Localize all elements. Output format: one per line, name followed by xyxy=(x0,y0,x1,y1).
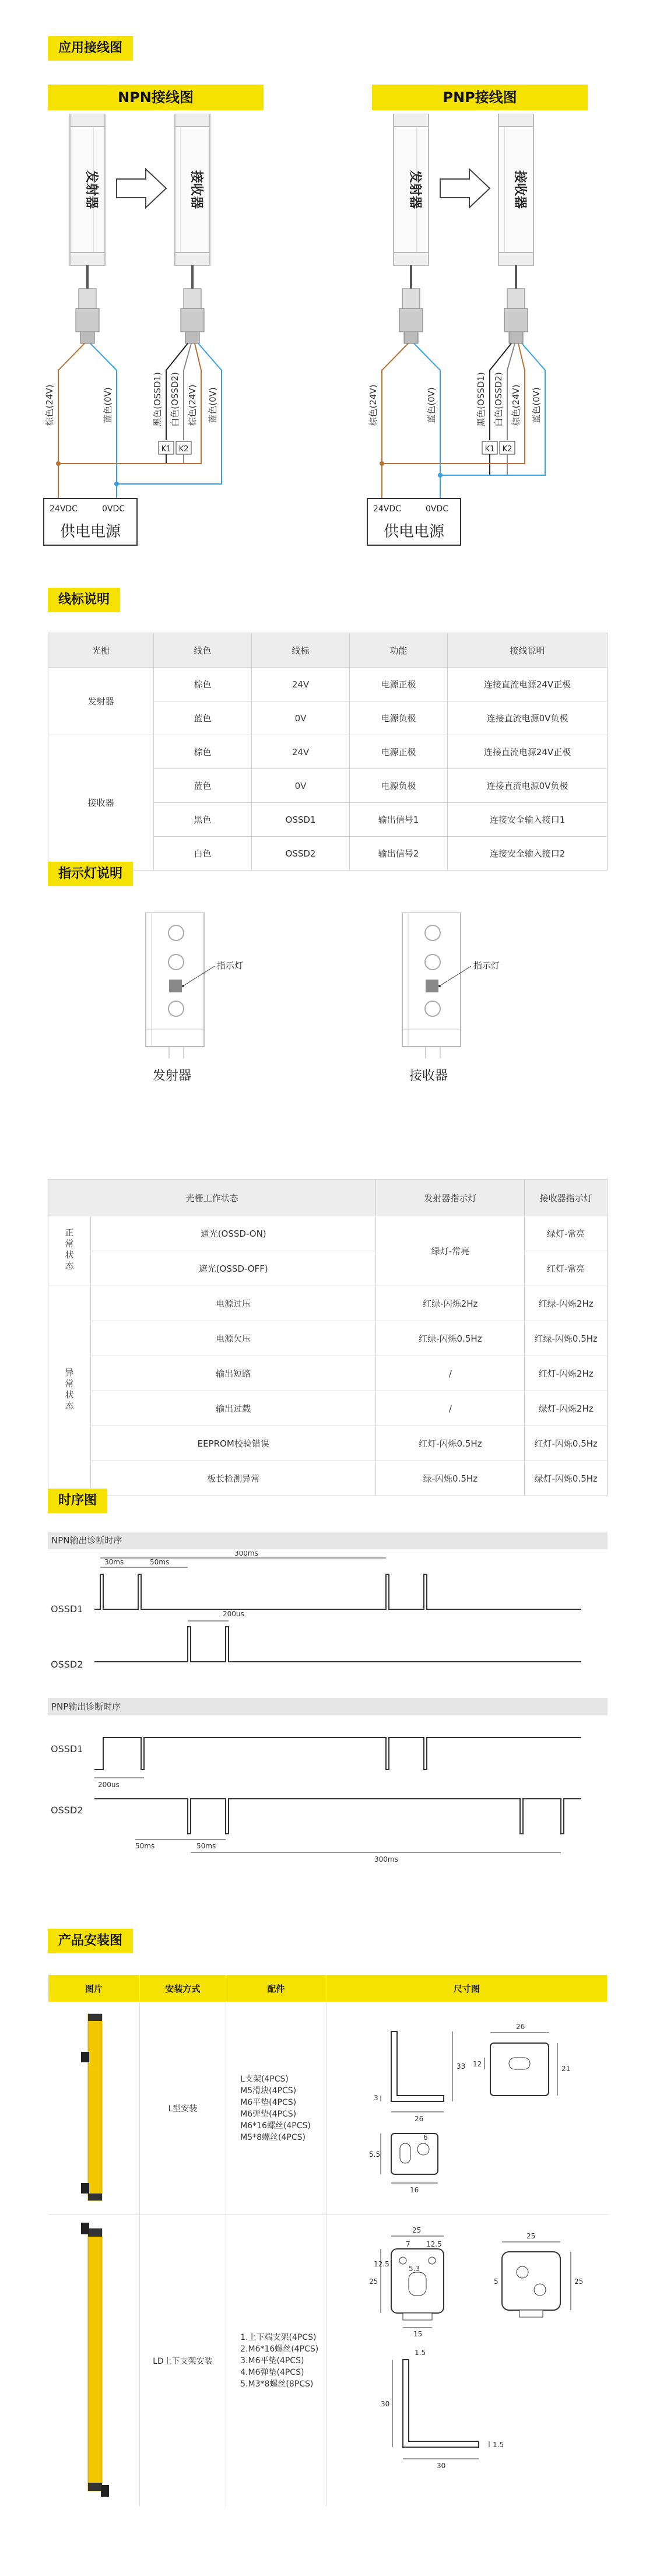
svg-text:5.3: 5.3 xyxy=(408,2264,420,2273)
table-row: 板长检测异常 绿-闪烁0.5Hz 绿灯-闪烁0.5Hz xyxy=(48,1461,608,1496)
power-label: 供电电源 xyxy=(59,523,121,541)
svg-text:30: 30 xyxy=(436,2461,445,2470)
svg-text:白色(OSSD2): 白色(OSSD2) xyxy=(170,372,180,427)
product-photo-ld xyxy=(71,2223,117,2497)
indicator-label: 指示灯 xyxy=(473,960,500,971)
table-row: 输出过载 / 绿灯-闪烁2Hz xyxy=(48,1391,608,1426)
ld-bracket-dimension-drawing xyxy=(327,2220,607,2500)
svg-text:7: 7 xyxy=(405,2240,410,2248)
svg-text:25: 25 xyxy=(526,2231,535,2240)
table-row: 蓝色 0V 电源负极 连接直流电源0V负极 xyxy=(48,701,608,735)
svg-text:蓝色(0V): 蓝色(0V) xyxy=(531,387,542,423)
svg-text:50ms: 50ms xyxy=(196,1842,216,1850)
section-title-timing: 时序图 xyxy=(48,1489,107,1513)
svg-text:黑色(OSSD1): 黑色(OSSD1) xyxy=(152,372,163,427)
svg-text:25: 25 xyxy=(368,2277,378,2286)
k2-label: K2 xyxy=(178,445,189,454)
svg-text:6: 6 xyxy=(423,2133,428,2142)
pnp-title-bar: PNP接线图 xyxy=(372,85,588,110)
svg-text:OSSD2: OSSD2 xyxy=(51,1659,83,1670)
npn-wiring-diagram xyxy=(35,114,292,568)
svg-text:蓝色(0V): 蓝色(0V) xyxy=(208,387,218,423)
svg-text:26: 26 xyxy=(414,2115,423,2123)
svg-text:棕色(24V): 棕色(24V) xyxy=(187,384,198,426)
power-label: 供电电源 xyxy=(383,523,445,541)
installation-table xyxy=(48,1974,608,2507)
svg-text:24VDC: 24VDC xyxy=(50,504,78,514)
pnp-wiring-diagram xyxy=(359,114,615,568)
svg-text:200us: 200us xyxy=(223,1610,244,1618)
svg-text:K2: K2 xyxy=(502,445,512,454)
product-photo-l xyxy=(71,2008,117,2206)
svg-text:OSSD1: OSSD1 xyxy=(51,1743,83,1754)
svg-text:白色(OSSD2): 白色(OSSD2) xyxy=(493,372,504,427)
svg-text:3: 3 xyxy=(373,2094,378,2102)
emitter-label: 发射器 xyxy=(408,170,422,209)
receiver-indicator-drawing xyxy=(391,913,542,1058)
emitter-label: 发射器 xyxy=(84,170,99,209)
svg-text:5: 5 xyxy=(493,2277,498,2286)
svg-text:25: 25 xyxy=(574,2277,583,2286)
svg-text:5.5: 5.5 xyxy=(368,2150,380,2159)
svg-text:1.5: 1.5 xyxy=(414,2348,426,2357)
svg-text:0VDC: 0VDC xyxy=(102,504,125,514)
svg-text:1.5: 1.5 xyxy=(492,2440,504,2449)
table-row: EEPROM校验错误 红灯-闪烁0.5Hz 红灯-闪烁0.5Hz xyxy=(48,1426,608,1461)
svg-text:50ms: 50ms xyxy=(150,1558,170,1566)
pnp-timing-title: PNP输出诊断时序 xyxy=(48,1698,608,1715)
svg-text:200us: 200us xyxy=(98,1781,120,1789)
svg-text:21: 21 xyxy=(561,2065,570,2073)
pnp-timing-diagram xyxy=(48,1717,608,1875)
receiver-caption: 接收器 xyxy=(409,1069,448,1083)
table-header-row: 光栅工作状态 发射器指示灯 接收器指示灯 xyxy=(48,1180,608,1216)
indicator-state-table xyxy=(48,1179,608,1496)
section-title-install: 产品安装图 xyxy=(48,1929,133,1953)
flow-arrow xyxy=(440,169,490,208)
table-row: 遮光(OSSD-OFF) 红灯-常亮 xyxy=(48,1251,608,1286)
svg-text:300ms: 300ms xyxy=(374,1855,398,1863)
table-row: 接收器 棕色 24V 电源正极 连接直流电源24V正极 xyxy=(48,735,608,769)
emitter-connector xyxy=(76,289,99,343)
svg-text:300ms: 300ms xyxy=(234,1551,258,1557)
wire-description-table xyxy=(48,633,608,871)
svg-text:26: 26 xyxy=(515,2023,525,2031)
svg-text:K1: K1 xyxy=(485,445,495,454)
receiver-label: 接收器 xyxy=(512,170,527,209)
emitter-caption: 发射器 xyxy=(153,1069,192,1083)
svg-text:33: 33 xyxy=(456,2062,465,2070)
table-row: 白色 OSSD2 输出信号2 连接安全输入接口2 xyxy=(48,837,608,871)
svg-text:24VDC: 24VDC xyxy=(373,504,401,514)
svg-text:棕色(24V): 棕色(24V) xyxy=(511,384,521,426)
svg-text:12.5: 12.5 xyxy=(373,2259,389,2268)
table-row: L型安装 L支架(4PCS) M5滑块(4PCS) M6平垫(4PCS) M6弹垫(4PCS) M6*16螺丝(4PCS) M5*8螺丝(4PCS) 3 26 33 26 21 12 5.5 16 6 xyxy=(48,2002,608,2215)
table-row: 蓝色 0V 电源负极 连接直流电源0V负极 xyxy=(48,769,608,803)
npn-timing-title: NPN输出诊断时序 xyxy=(48,1532,608,1549)
svg-text:黑色(OSSD1): 黑色(OSSD1) xyxy=(476,372,486,427)
receiver-label: 接收器 xyxy=(189,170,203,209)
svg-text:蓝色(0V): 蓝色(0V) xyxy=(103,387,113,423)
table-row: 正常状态 通光(OSSD-ON) 绿灯-常亮 绿灯-常亮 xyxy=(48,1216,608,1251)
svg-text:棕色(24V): 棕色(24V) xyxy=(368,384,378,426)
table-row: 输出短路 / 红灯-闪烁2Hz xyxy=(48,1356,608,1391)
table-row: 黑色 OSSD1 输出信号1 连接安全输入接口1 xyxy=(48,803,608,837)
receiver-connector xyxy=(181,289,204,343)
l-bracket-dimension-drawing xyxy=(327,2008,607,2206)
svg-text:OSSD1: OSSD1 xyxy=(51,1603,83,1615)
k1-label: K1 xyxy=(161,445,171,454)
table-row: 电源欠压 红绿-闪烁0.5Hz 红绿-闪烁0.5Hz xyxy=(48,1321,608,1356)
svg-text:棕色(24V): 棕色(24V) xyxy=(44,384,55,426)
npn-timing-diagram xyxy=(48,1551,608,1685)
svg-text:30ms: 30ms xyxy=(104,1558,124,1566)
npn-title-bar: NPN接线图 xyxy=(48,85,264,110)
svg-text:30: 30 xyxy=(380,2399,389,2408)
table-row: LD上下支架安装 1.上下端支架(4PCS) 2.M6*16螺丝(4PCS) 3.M6平垫(4PCS) 4.M6弹垫(4PCS) 5.M3*8螺丝(8PCS) 25 7 12.5 5.3 25 12.5 15 25 25 5 30 30 1.5 1.5 xyxy=(48,2215,608,2507)
section-title-application: 应用接线图 xyxy=(48,36,133,61)
section-title-wire-desc: 线标说明 xyxy=(48,588,120,612)
emitter-indicator-drawing xyxy=(134,913,286,1058)
table-row: 发射器 棕色 24V 电源正极 连接直流电源24V正极 xyxy=(48,668,608,701)
svg-text:16: 16 xyxy=(409,2186,419,2194)
section-title-indicator: 指示灯说明 xyxy=(48,862,133,886)
svg-text:0VDC: 0VDC xyxy=(426,504,449,514)
svg-text:OSSD2: OSSD2 xyxy=(51,1805,83,1816)
svg-text:12.5: 12.5 xyxy=(426,2240,442,2248)
svg-text:12: 12 xyxy=(472,2060,482,2068)
table-header-row: 光栅 线色 线标 功能 接线说明 xyxy=(48,633,608,668)
flow-arrow xyxy=(117,169,166,208)
indicator-label: 指示灯 xyxy=(217,960,244,971)
svg-text:50ms: 50ms xyxy=(135,1842,155,1850)
svg-text:15: 15 xyxy=(413,2329,422,2338)
svg-text:蓝色(0V): 蓝色(0V) xyxy=(426,387,437,423)
table-row: 异常状态 电源过压 红绿-闪烁2Hz 红绿-闪烁2Hz xyxy=(48,1286,608,1321)
table-header-row: 图片 安装方式 配件 尺寸图 xyxy=(48,1975,608,2002)
svg-text:25: 25 xyxy=(412,2226,421,2234)
